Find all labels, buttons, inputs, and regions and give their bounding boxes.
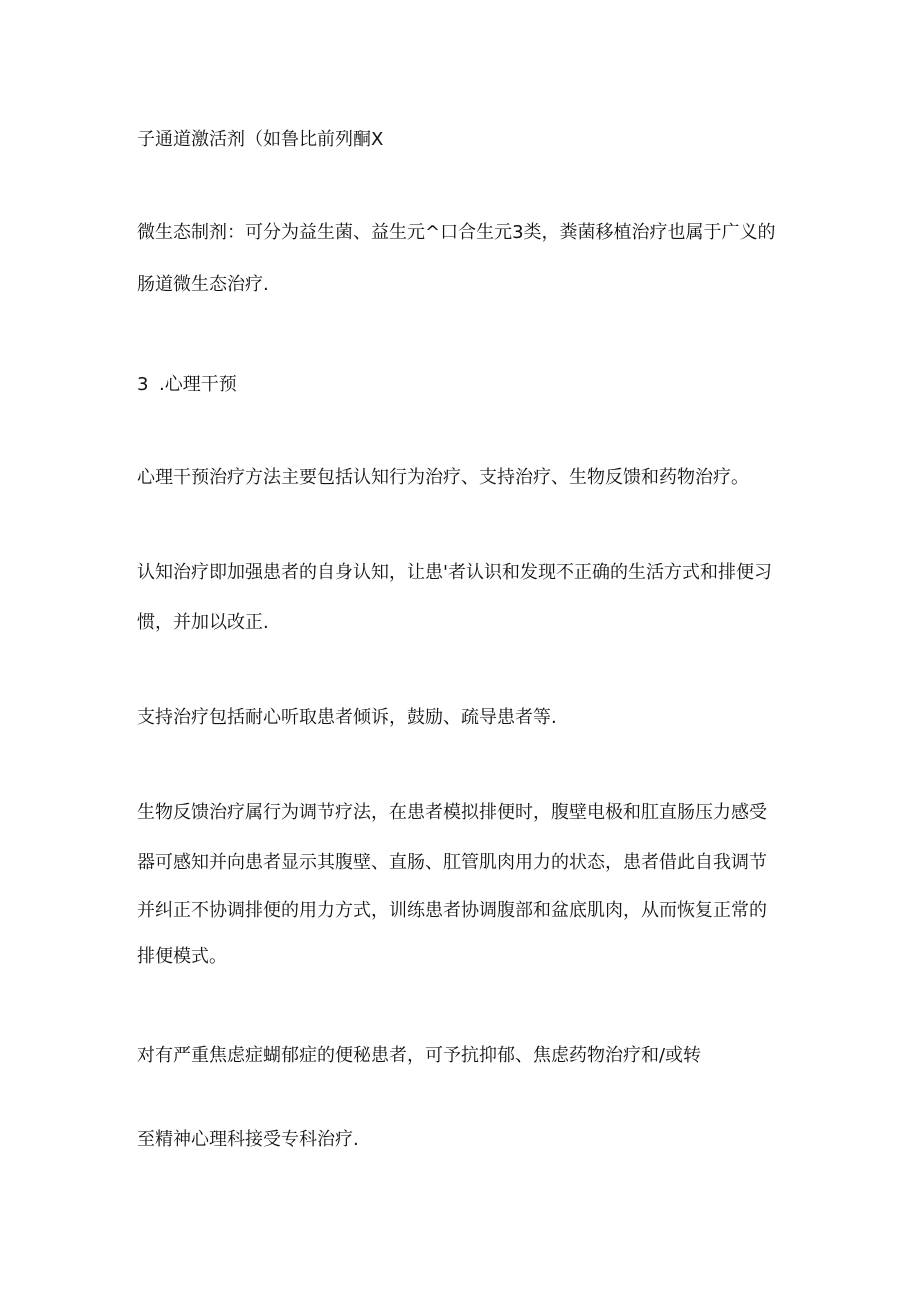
text-line-supportive-therapy: 支持治疗包括耐心听取患者倾诉，鼓励、疏导患者等. xyxy=(137,707,557,728)
text-line-biofeedback-3: 并纠正不协调排便的用力方式，训练患者协调腹部和盆底肌肉，从而恢复正常的 xyxy=(137,900,767,921)
text-line-psych-methods: 心理干预治疗方法主要包括认知行为治疗、支持治疗、生物反馈和药物治疗。 xyxy=(137,467,749,488)
text-line-biofeedback-2: 器可感知并向患者显示其腹壁、直肠、肛管肌肉用力的状态，患者借此自我调节 xyxy=(137,852,767,873)
text-line-channel-activator: 子通道激活剂（如鲁比前列酮X xyxy=(137,129,384,150)
text-line-anxiety-depression-cont: 至精神心理科接受专科治疗. xyxy=(137,1129,359,1150)
text-line-cognitive-therapy: 认知治疗即加强患者的自身认知，让患'者认识和发现不正确的生活方式和排便习 xyxy=(137,562,772,583)
text-line-microecology: 微生态制剂：可分为益生菌、益生元^口合生元3类，粪菌移植治疗也属于广义的 xyxy=(137,222,776,243)
text-line-anxiety-depression: 对有严重焦虑症蝴郁症的便秘患者，可予抗抑郁、焦虑药物治疗和/或转 xyxy=(137,1045,702,1066)
text-line-biofeedback-4: 排便模式。 xyxy=(137,946,227,967)
section-number: 3 xyxy=(137,374,149,395)
section-heading-psychological-intervention xyxy=(137,372,237,398)
text-line-microecology-cont: 肠道微生态治疗. xyxy=(137,274,269,295)
text-line-cognitive-therapy-cont: 惯，并加以改正. xyxy=(137,612,269,633)
section-title: .心理干预 xyxy=(159,374,237,395)
text-line-biofeedback-1: 生物反馈治疗属行为调节疗法，在患者模拟排便时，腹壁电极和肛直肠压力感受 xyxy=(137,802,767,823)
